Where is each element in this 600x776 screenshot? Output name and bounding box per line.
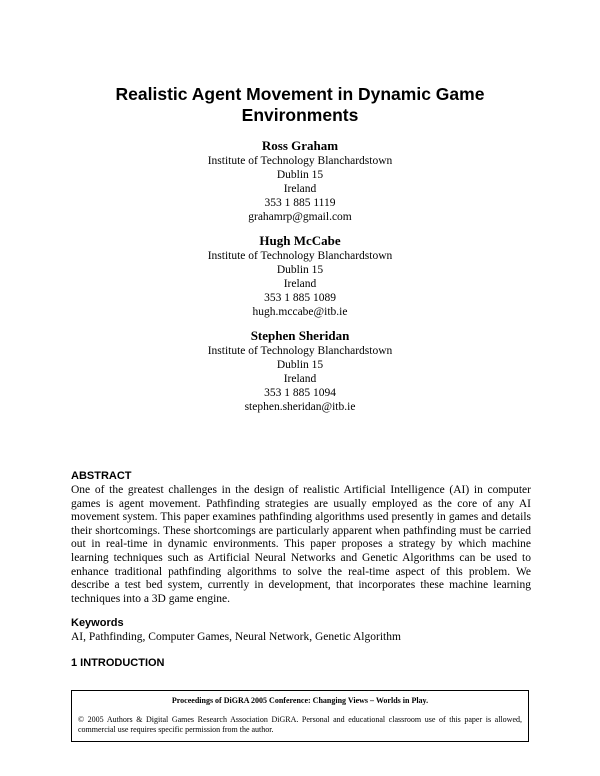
author-block-3 <box>150 327 450 414</box>
title-line-2: Environments <box>241 105 359 125</box>
author-city: Dublin 15 <box>276 359 324 371</box>
author-email: grahamrp@gmail.com <box>248 211 352 223</box>
author-email: stephen.sheridan@itb.ie <box>244 401 356 413</box>
title-line-1: Realistic Agent Movement in Dynamic Game <box>115 84 485 104</box>
paper-title <box>60 84 540 126</box>
keywords-text: AI, Pathfinding, Computer Games, Neural Network, Genetic Algorithm <box>71 631 401 643</box>
author-email: hugh.mccabe@itb.ie <box>252 306 348 318</box>
author-country: Ireland <box>283 183 317 195</box>
proceedings-line: Proceedings of DiGRA 2005 Conference: Changing Views – Worlds in Play. <box>171 696 429 705</box>
author-affiliation: Institute of Technology Blanchardstown <box>207 345 393 357</box>
author-block-2 <box>150 232 450 319</box>
keywords-heading: Keywords <box>71 617 124 629</box>
author-country: Ireland <box>283 373 317 385</box>
author-phone: 353 1 885 1089 <box>264 292 336 304</box>
author-city: Dublin 15 <box>276 264 324 276</box>
proceedings-footer-box <box>71 690 529 742</box>
author-block-1 <box>150 137 450 224</box>
author-name: Stephen Sheridan <box>250 328 350 343</box>
author-country: Ireland <box>283 278 317 290</box>
author-city: Dublin 15 <box>276 169 324 181</box>
introduction-heading: 1 INTRODUCTION <box>71 657 165 669</box>
author-phone: 353 1 885 1119 <box>264 197 336 209</box>
abstract-heading: ABSTRACT <box>71 470 132 482</box>
abstract-text: One of the greatest challenges in the design of realistic Artificial Intelligence (AI) in computer games is agent movement. Pathfinding strategies are usually employed as the core of any AI movement system. This paper examines pathfinding algorithms used presently in games and details their shortcomings. These shortcomings are particularly apparent when pathfinding must be carried out in real-time in dynamic environments. This paper proposes a strategy by which machine learning techniques such as Artificial Neural Networks and Genetic Algorithms can be used to enhance traditional pathfinding algorithms to solve the real-time aspect of this problem. We describe a test bed system, currently in development, that incorporates these machine learning techniques into a 3D game engine. <box>71 484 531 605</box>
author-name: Hugh McCabe <box>259 233 341 248</box>
copyright-notice: © 2005 Authors & Digital Games Research Association DiGRA. Personal and educational classroom use of this paper is allowed, commercial use requires specific permission from the author. <box>78 715 522 734</box>
author-name: Ross Graham <box>261 138 339 153</box>
author-affiliation: Institute of Technology Blanchardstown <box>207 155 393 167</box>
author-affiliation: Institute of Technology Blanchardstown <box>207 250 393 262</box>
author-phone: 353 1 885 1094 <box>264 387 336 399</box>
